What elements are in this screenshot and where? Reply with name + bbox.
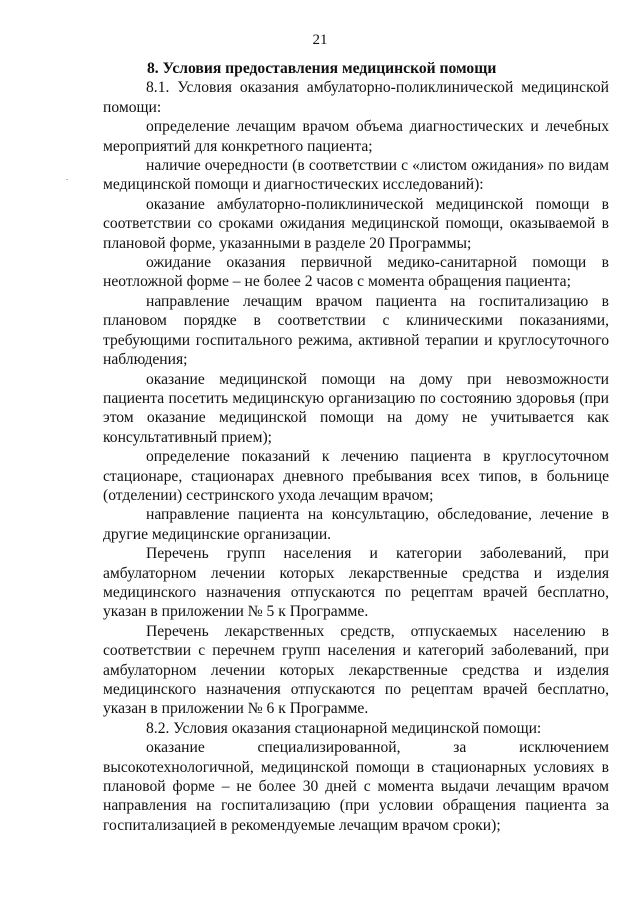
paragraph-waiting-terms: оказание амбулаторно-поликлинической медицинской помощи в соответствии со сроками ожидания медицинской помощи, оказываемой в плановой форме, указанными в разделе 20 Программы; [103, 195, 609, 252]
page-number: 21 [312, 32, 328, 48]
document-body [103, 59, 609, 835]
paragraph-specialized-care: оказание специализированной, за исключением высокотехнологичной, медицинской помощи в стационарных условиях в плановой форме – не более 30 дней с момента выдачи лечащим врачом направления на госпитализацию (при условии обращения пациента за госпитализацией в рекомендуемые лечащим врачом сроки); [103, 739, 609, 834]
section-heading: 8. Условия предоставления медицинской помощи [147, 60, 497, 77]
paragraph-hospitalization-referral: направление лечащим врачом пациента на госпитализацию в плановом порядке в соответствии с клиническими показаниями, требующими госпитального режима, активной терапии и круглосуточного наблюдения; [103, 292, 609, 369]
margin-mark: . [66, 172, 69, 182]
paragraph-free-prescriptions-groups: Перечень групп населения и категории заболеваний, при амбулаторном лечении которых лекарственные средства и изделия медицинского назначения отпускаются по рецептам врачей бесплатно, указан в приложении № 5 к Программе. [103, 545, 609, 621]
paragraph-consultation-referral: направление пациента на консультацию, обследование, лечение в другие медицинские организации. [103, 506, 609, 543]
paragraph-8-2-intro: 8.2. Условия оказания стационарной медицинской помощи: [146, 719, 542, 737]
paragraph-inpatient-indications: определение показаний к лечению пациента в круглосуточном стационаре, стационарах дневного пребывания всех типов, в больнице (отделении) сестринского ухода лечащим врачом; [103, 448, 609, 504]
paragraph-scope-definition: определение лечащим врачом объема диагностических и лечебных мероприятий для конкретного пациента; [103, 118, 609, 155]
paragraph-free-prescriptions-drugs: Перечень лекарственных средств, отпускаемых населению в соответствии с перечнем групп населения и категорий заболеваний, при амбулаторном лечении которых лекарственные средства и изделия медицинского назначения отпускаются по рецептам врачей бесплатно, указан в приложении № 6 к Программе. [103, 622, 609, 718]
paragraph-home-care: оказание медицинской помощи на дому при невозможности пациента посетить медицинскую организацию по состоянию здоровья (при этом оказание медицинской помощи на дому не учитывается как консультативный прием); [103, 370, 609, 446]
paragraph-queue: наличие очередности (в соответствии с «листом ожидания» по видам медицинской помощи и диагностических исследований): [103, 157, 609, 194]
paragraph-8-1-intro: 8.1. Условия оказания амбулаторно-поликлинической медицинской помощи: [103, 79, 609, 116]
paragraph-urgent-care: ожидание оказания первичной медико-санитарной помощи в неотложной форме – не более 2 часов с момента обращения пациента; [103, 254, 609, 291]
